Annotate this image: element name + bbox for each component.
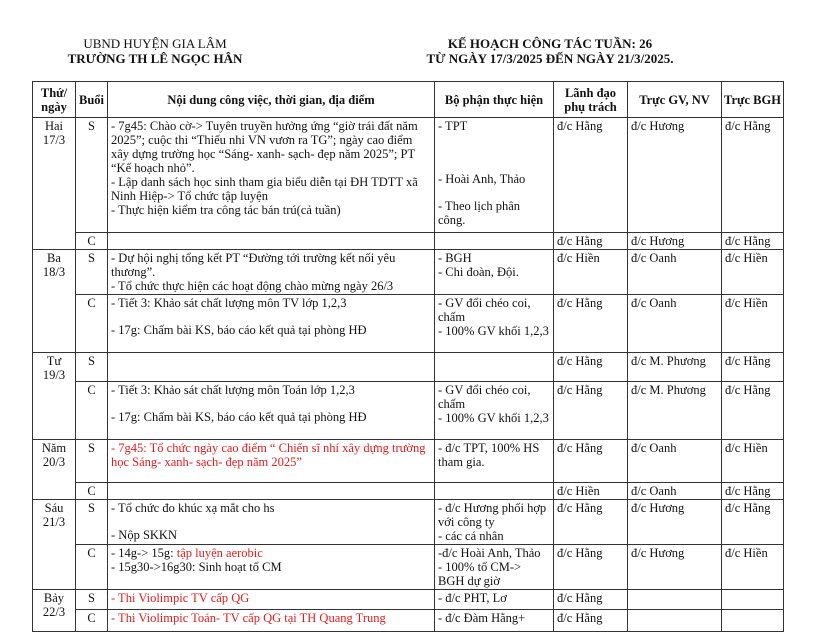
session-cell: C [76,483,108,500]
day-cell: Tư 19/3 [33,353,76,440]
dept-item: - Theo lịch phân công. [438,199,521,227]
session-cell: C [76,382,108,440]
table-row [33,353,784,382]
table-row [33,382,784,440]
gv-cell: đ/c Hương [628,545,722,590]
plan-title-week: KẾ HOẠCH CÔNG TÁC TUẦN: 26 [447,36,653,51]
dept-item: - BGH [438,251,472,265]
content-cell [108,250,435,295]
dept-cell: - đ/c Đàm Hằng+ [435,610,554,632]
dept-item: - GV đổi chéo coi, chấm [438,296,531,324]
dept-item: - 100% GV khối 1,2,3 [438,411,549,425]
table-row [33,295,784,353]
bgh-cell [722,610,784,632]
dept-cell [435,500,554,545]
dept-item: - Hoài Anh, Thảo [438,172,526,186]
day-cell: Sáu 21/3 [33,500,76,590]
lead-cell: đ/c Hằng [554,545,628,590]
lead-cell: đ/c Hằng [554,610,628,632]
dept-cell [435,353,554,382]
task-item: - Tiết 3: Khảo sát chất lượng môn TV lớp 1,2,3 [111,296,347,310]
task-item: - 17g: Chấm bài KS, báo cáo kết quả tại phòng HĐ [111,410,367,424]
day-cell: Ba 18/3 [33,250,76,353]
lead-cell: đ/c Hằng [554,590,628,610]
content-cell [108,440,435,483]
day-cell: Hai 17/3 [33,118,76,250]
bgh-cell: đ/c Hằng [722,353,784,382]
gv-cell [628,610,722,632]
dept-cell [435,545,554,590]
day-cell: Năm 20/3 [33,440,76,500]
gv-cell: đ/c Hương [628,118,722,233]
table-row [33,118,784,233]
session-cell: C [76,610,108,632]
col-bgh: Trực BGH [722,82,784,118]
bgh-cell: đ/c Hiền [722,295,784,353]
session-cell: C [76,233,108,250]
dept-cell [435,118,554,233]
lead-cell: đ/c Hằng [554,295,628,353]
session-cell: S [76,250,108,295]
col-day: Thứ/ ngày [33,82,76,118]
bgh-cell: đ/c Hằng [722,233,784,250]
content-cell [108,545,435,590]
lead-cell: đ/c Hằng [554,118,628,233]
dept-item: - các cá nhân [438,529,504,543]
gv-cell: đ/c Oanh [628,295,722,353]
bgh-cell: đ/c Hiền [722,440,784,483]
dept-item: - TPT [438,119,468,133]
gv-cell [628,590,722,610]
content-cell [108,382,435,440]
bgh-cell: đ/c Hằng [722,500,784,545]
table-row [33,440,784,483]
task-item: - Tổ chức thực hiện các hoạt động chào mừng ngày 26/3 [111,279,394,293]
task-item: - 7g45: Chào cờ-> Tuyên truyền hưởng ứng “giờ trái đất năm 2025”; cuộc thi “Thiếu nhi VN vươn ra TG”; ngày cao điểm xây dựng trường học “Sáng- xanh- sạch- đẹp năm 2025”; PT “Kế hoạch nhỏ”. [111,119,418,175]
table-row [33,610,784,632]
gv-cell: đ/c Oanh [628,440,722,483]
gv-cell: đ/c M. Phương [628,353,722,382]
content-cell [108,233,435,250]
task-item: - Thực hiện kiểm tra công tác bán trú(cả tuần) [111,203,341,217]
content-cell [108,353,435,382]
dept-cell [435,250,554,295]
task-item: - 7g45: Tổ chức ngày cao điểm “ Chiến sĩ nhí xây dựng trường học Sáng- xanh- sạch- đẹp năm 2025” [111,441,426,469]
lead-cell: đ/c Hằng [554,353,628,382]
table-row [33,233,784,250]
dept-cell [435,382,554,440]
weekly-plan-table [32,81,784,632]
gv-cell: đ/c Hương [628,233,722,250]
task-item: - Nộp SKKN [111,528,177,542]
bgh-cell: đ/c Hiền [722,545,784,590]
day-cell: Bảy 22/3 [33,590,76,632]
bgh-cell: đ/c Hằng [722,118,784,233]
dept-cell [435,233,554,250]
dept-item: - 100% GV khối 1,2,3 [438,324,549,338]
bgh-cell: đ/c Hằng [722,483,784,500]
task-item: - Lập danh sách học sinh tham gia biểu diễn tại ĐH TDTT xã Ninh Hiệp-> Tổ chức tập luyện [111,175,418,203]
task-time: - 14g-> 15g: [111,546,177,560]
dept-cell: - đ/c PHT, Lơ [435,590,554,610]
table-row [33,483,784,500]
lead-cell: đ/c Hằng [554,382,628,440]
lead-cell: đ/c Hiền [554,483,628,500]
col-gv: Trực GV, NV [628,82,722,118]
dept-item: -đ/c Hoài Anh, Thảo [438,546,541,560]
task-item: - Tổ chức đo khúc xạ mắt cho hs [111,501,275,515]
task-item [111,546,431,560]
lead-cell: đ/c Hằng [554,233,628,250]
content-cell: - Thi Violimpic Toán- TV cấp QG tại TH Quang Trung [108,610,435,632]
dept-item: - GV đổi chéo coi, chấm [438,383,531,411]
dept-cell [435,483,554,500]
gv-cell: đ/c Hương [628,500,722,545]
dept-cell [435,295,554,353]
task-item: - Dự hội nghị tổng kết PT “Đường tới trường kết nối yêu thương”. [111,251,396,279]
table-row [33,545,784,590]
lead-cell: đ/c Hằng [554,440,628,483]
header-row [33,82,784,118]
lead-cell: đ/c Hiền [554,250,628,295]
content-cell: - Thi Violimpic TV cấp QG [108,590,435,610]
bgh-cell: đ/c Hiền [722,250,784,295]
session-cell: S [76,440,108,483]
dept-item: - 100% tổ CM-> BGH dự giờ [438,560,522,588]
col-session: Buổi [76,82,108,118]
gv-cell: đ/c Oanh [628,250,722,295]
col-content: Nội dung công việc, thời gian, địa điểm [108,82,435,118]
dept-item: - đ/c TPT, 100% HS tham gia. [438,441,540,469]
session-cell: C [76,295,108,353]
table-row [33,590,784,610]
col-lead: Lãnh đạo phụ trách [554,82,628,118]
session-cell: S [76,590,108,610]
task-item: - 17g: Chấm bài KS, báo cáo kết quả tại phòng HĐ [111,323,367,337]
plan-title [400,36,700,66]
session-cell: S [76,500,108,545]
session-cell: S [76,353,108,382]
dept-item: - đ/c Hương phối hợp với công ty [438,501,547,529]
gv-cell: đ/c Oanh [628,483,722,500]
lead-cell: đ/c Hằng [554,500,628,545]
session-cell: C [76,545,108,590]
col-dept: Bộ phận thực hiện [435,82,554,118]
table-row [33,500,784,545]
content-cell [108,500,435,545]
table-row [33,250,784,295]
content-cell [108,118,435,233]
district-name: UBND HUYỆN GIA LÂM [83,36,227,51]
bgh-cell: đ/c Hằng [722,382,784,440]
task-item: - Tiết 3: Khảo sát chất lượng môn Toán lớp 1,2,3 [111,383,355,397]
content-cell [108,483,435,500]
gv-cell: đ/c M. Phương [628,382,722,440]
dept-cell [435,440,554,483]
task-item: - 15g30->16g30: Sinh hoạt tổ CM [111,560,282,574]
content-cell [108,295,435,353]
dept-item: - Chi đoàn, Đội. [438,265,519,279]
task-highlight: tập luyện aerobic [176,546,263,560]
session-cell: S [76,118,108,233]
plan-title-dates: TỪ NGÀY 17/3/2025 ĐẾN NGÀY 21/3/2025. [426,51,674,66]
bgh-cell [722,590,784,610]
school-header [40,36,270,66]
school-name: TRƯỜNG TH LÊ NGỌC HÂN [67,51,243,66]
